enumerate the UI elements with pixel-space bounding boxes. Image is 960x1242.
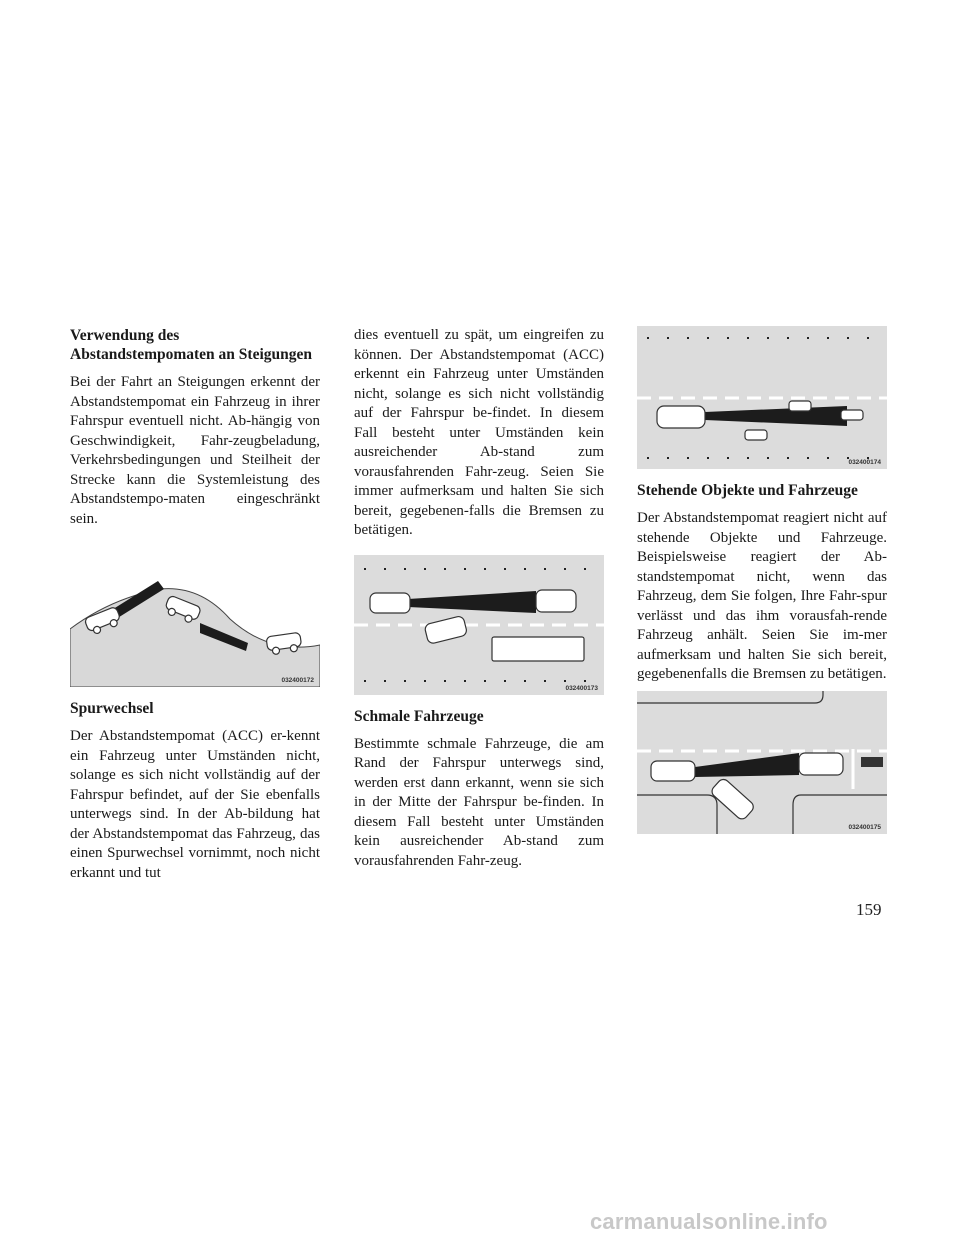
figure-hill [70,559,320,687]
page-number: 159 [856,900,882,919]
figure-code-172: 032400172 [281,677,314,684]
text-stehende: Der Abstandstempomat reagiert nicht auf stehende Objekte und Fahrzeuge. Beispielsweise reagiert der Ab-standstempomat nicht, wenn das Fahrzeug, dem Sie folgen, Ihre Fahr-spur verlässt und das ihm vorausfah-rende Fahrzeug anhält. Seien Sie im-mer aufmerksam und halten Sie sich bereit, gegebenenfalls die Bremsen zu betätigen. [637,510,887,682]
heading-schmale: Schmale Fahrzeuge [354,707,484,725]
column-middle [354,326,604,871]
watermark: carmanualsonline.info [590,1209,828,1234]
text-schmale: Bestimmte schmale Fahrzeuge, die am Rand der Fahrspur unterwegs sind, werden erst dann erkannt, wenn sie sich in der Mitte der Fahrspur be-finden. In diesem Fall besteht unter Umständen kein ausreichender Ab-stand zum vorausfahrenden Fahr-zeug. [354,735,604,869]
text-steigungen: Bei der Fahrt an Steigungen erkennt der Abstandstempomat ein Fahrzeug in ihrer Fahrspur eventuell nicht. Ab-hängig von Geschwindigkeit, Fahr-zeugbeladung, Verkehrsbedingungen und Steilheit der Strecke kann die Systemleistung des Abstandstempo-maten eingeschränkt sein. [70,374,320,527]
text-spurwechsel-part1: Der Abstandstempomat (ACC) er-kennt ein Fahrzeug unter Umständen nicht, solange es sich nicht vollständig auf der Fahrspur befindet, auf der Sie ebenfalls unterwegs sind. In der Ab-bildung hat der Abstandstempomat das Fahrzeug, das einen Spurwechsel vornimmt, noch nicht erkannt und tut [70,728,320,881]
heading-steigungen: Verwendung des Abstandstempomaten an Steigungen [70,327,313,363]
figure-stationary [637,691,887,834]
heading-spurwechsel: Spurwechsel [70,700,154,717]
column-right [637,326,887,834]
figure-code-173: 032400173 [565,684,598,692]
figure-narrow-vehicles [637,326,887,469]
figure-lane-change [354,555,604,695]
text-spurwechsel-part2: dies eventuell zu spät, um eingreifen zu können. Der Abstandstempomat (ACC) erkennt ein Fahrzeug unter Umständen nicht, solange es sich nicht vollständig auf der Fahrspur be-findet. In diesem Fall besteht unter Umständen kein ausreichender Ab-stand zum vorausfahrenden Fahr-zeug. Seien Sie immer aufmerksam und halten Sie sich bereit, gegebenen-falls die Bremsen zu betätigen. [354,327,604,538]
figure-code-175: 032400175 [848,823,881,831]
figure-code-174: 032400174 [848,459,881,466]
heading-stehende: Stehende Objekte und Fahrzeuge [637,482,858,499]
column-left [70,326,320,883]
